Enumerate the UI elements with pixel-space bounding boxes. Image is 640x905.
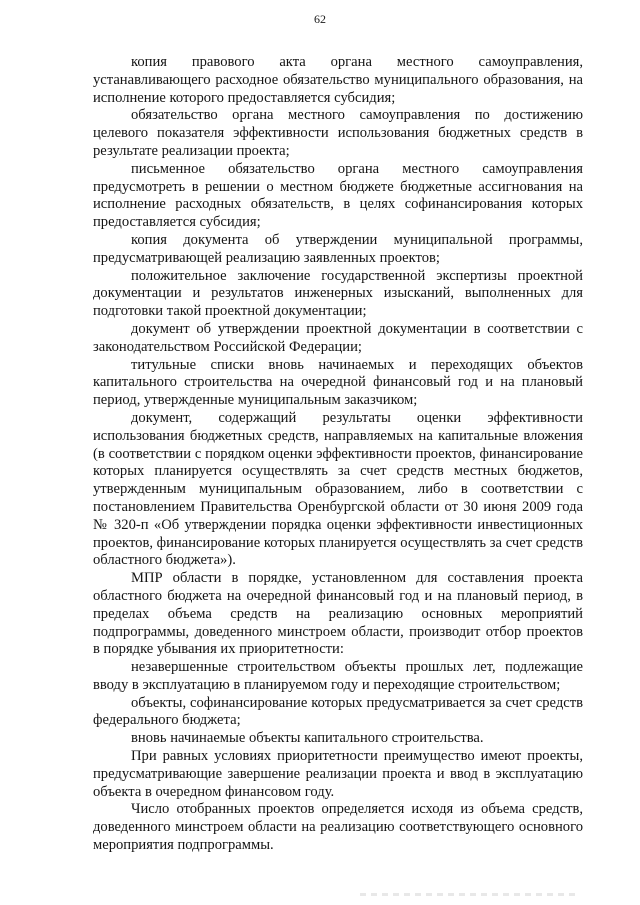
page-number: 62	[314, 12, 326, 26]
paragraph-equal-conditions: При равных условиях приоритетности преимущество имеют проекты, предусматривающие завершение реализации проекта и ввод в эксплуатацию объекта в очередном финансовом году.	[93, 748, 583, 800]
paragraph-municipal-program: копия документа об утверждении муниципальной программы, предусматривающей реализацию заявленных проектов;	[93, 231, 583, 266]
scan-artifact-divider	[360, 893, 580, 896]
paragraph-efficiency-assessment: документ, содержащий результаты оценки эффективности использования бюджетных средств, направляемых на капитальные вложения (в соответствии с порядком оценки эффективности проектов, финансирование которых планируется осуществлять за счет средств местных бюджетов, утвержденным муниципальным образованием, либо в соответствии с постановлением Правительства Оренбургской области от 30 июня 2009 года № 320-п «Об утверждении порядка оценки эффективности инвестиционных проектов, финансирование которых планируется осуществлять за счет средств областного бюджета»).	[93, 409, 583, 569]
paragraph-legal-act-copy: копия правового акта органа местного самоуправления, устанавливающего расходное обязательство муниципального образования, на исполнение которого предоставляется субсидия;	[93, 54, 583, 106]
paragraph-selection-procedure: МПР области в порядке, установленном для составления проекта областного бюджета на очередной финансовый год и на плановый период, в пределах объема средств на реализацию основных мероприятий подпрограммы, доведенного минстроем области, производит отбор проектов в порядке убывания их приоритетности:	[93, 570, 583, 658]
document-body	[93, 54, 583, 855]
paragraph-target-indicator: обязательство органа местного самоуправления по достижению целевого показателя эффективности использования бюджетных средств в результате реализации проекта;	[93, 107, 583, 159]
paragraph-priority-federal: объекты, софинансирование которых предусматривается за счет средств федерального бюджета;	[93, 694, 583, 729]
paragraph-priority-new: вновь начинаемые объекты капитального строительства.	[131, 730, 484, 747]
paragraph-state-expertise: положительное заключение государственной экспертизы проектной документации и результатов инженерных изысканий, выполненных для подготовки такой проектной документации;	[93, 267, 583, 320]
paragraph-selected-count: Число отобранных проектов определяется исходя из объема средств, доведенного минстроем области на реализацию соответствующего основного мероприятия подпрограммы.	[93, 801, 583, 854]
paragraph-written-obligation: письменное обязательство органа местного самоуправления предусмотреть в решении о местном бюджете бюджетные ассигнования на исполнение расходных обязательств, в целях софинансирования которых предоставляется субсидия;	[93, 160, 583, 231]
paragraph-priority-unfinished: незавершенные строительством объекты прошлых лет, подлежащие вводу в эксплуатацию в планируемом году и переходящие строительством;	[93, 659, 583, 693]
paragraph-project-approval: документ об утверждении проектной документации в соответствии с законодательством Российской Федерации;	[93, 320, 583, 355]
paragraph-title-lists: титульные списки вновь начинаемых и переходящих объектов капитального строительства на очередной финансовый год и на плановый период, утвержденные муниципальным заказчиком;	[93, 356, 583, 409]
